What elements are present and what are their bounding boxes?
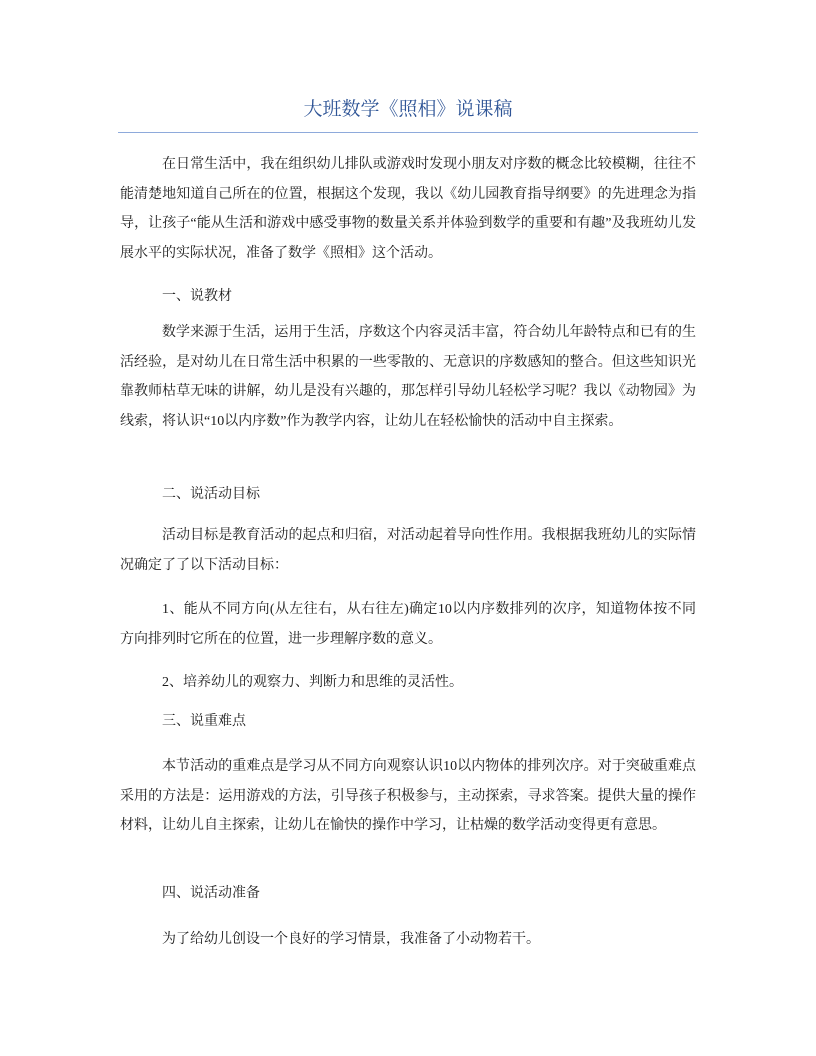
intro-paragraph: 在日常生活中，我在组织幼儿排队或游戏时发现小朋友对序数的概念比较模糊，往往不能清楚地知道自己所在的位置，根据这个发现，我以《幼儿园教育指导纲要》的先进理念为指导，让孩子“能从生活和游戏中感受事物的数量关系并体验到数学的重要和有趣”及我班幼儿发展水平的实际状况，准备了数学《照相》这个活动。 [120,157,696,261]
section-heading-preparation: 四、说活动准备 [162,886,260,901]
document-title: 大班数学《照相》说课稿 [303,99,513,120]
preparation-paragraph: 为了给幼儿创设一个良好的学习情景，我准备了小动物若干。 [162,932,540,947]
textbook-paragraph: 数学来源于生活，运用于生活，序数这个内容灵活丰富，符合幼儿年龄特点和已有的生活经验，是对幼儿在日常生活中积累的一些零散的、无意识的序数感知的整合。但这些知识光靠教师枯草无味的讲解，幼儿是没有兴趣的，那怎样引导幼儿轻松学习呢？我以《动物园》为线索，将认识“10以内序数”作为教学内容，让幼儿在轻松愉快的活动中自主探索。 [120,325,696,429]
title-underline [118,132,698,133]
section-heading-textbook: 一、说教材 [162,289,232,304]
goal-item-2: 2、培养幼儿的观察力、判断力和思维的灵活性。 [162,675,463,690]
section-heading-key-points: 三、说重难点 [162,714,246,729]
key-points-paragraph: 本节活动的重难点是学习从不同方向观察认识10以内物体的排列次序。对于突破重难点采用的方法是：运用游戏的方法，引导孩子积极参与，主动探索，寻求答案。提供大量的操作材料，让幼儿自主探索，让幼儿在愉快的操作中学习，让枯燥的数学活动变得更有意思。 [120,759,696,833]
goals-intro-paragraph: 活动目标是教育活动的起点和归宿，对活动起着导向性作用。我根据我班幼儿的实际情况确定了了以下活动目标： [120,528,696,573]
goal-item-1: 1、能从不同方向(从左往右，从右往左)确定10以内序数排列的次序，知道物体按不同方向排列时它所在的位置，进一步理解序数的意义。 [120,602,696,647]
section-heading-goals: 二、说活动目标 [162,487,260,502]
